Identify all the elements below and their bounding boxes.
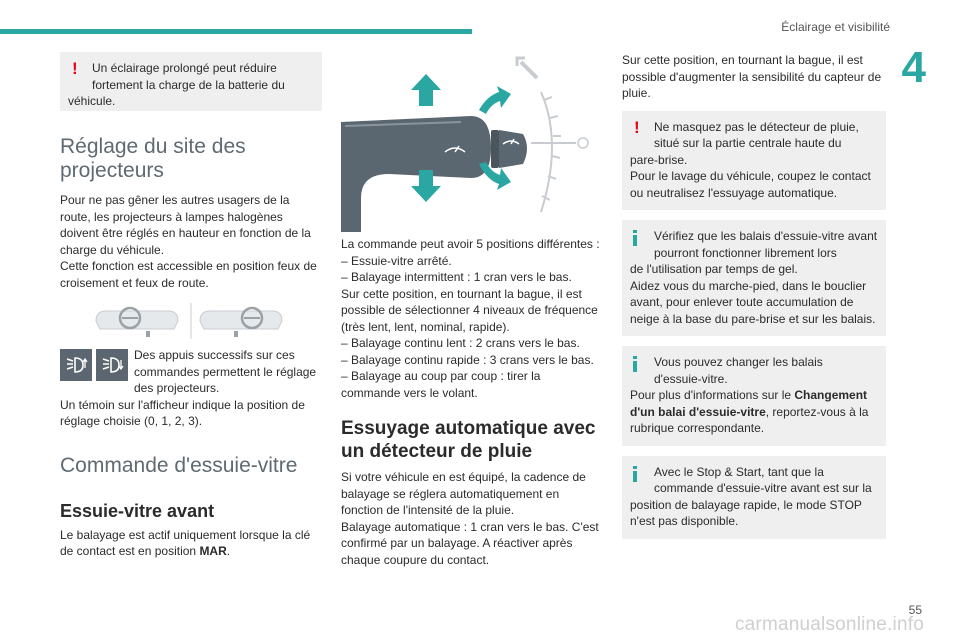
chapter-number: 4 xyxy=(901,43,926,92)
paragraph-projecteurs-2: Cette fonction est accessible en position feux de croisement et feux de route. xyxy=(60,259,317,290)
info-box-changer-balais xyxy=(622,346,886,446)
info-marchepied-text: Aidez vous du marche-pied, dans le bouclier avant, pour enlever toute accumulation de neige à la base du pare-brise et sur les balais. xyxy=(630,278,876,326)
wiper-stalk-diagram xyxy=(341,52,603,232)
list-item-rapide: – Balayage continu rapide : 3 crans vers le bas. xyxy=(341,352,594,367)
heading-commande-essuie-vitre: Commande d'essuie-vitre xyxy=(60,453,298,477)
paragraph-projecteurs: Pour ne pas gêner les autres usagers de la route, les projecteurs à lampes halogènes doivent être réglés en hauteur en fonction de la charge du véhicule. xyxy=(60,193,311,257)
header-accent-bar xyxy=(0,29,472,34)
column-left xyxy=(60,52,322,560)
headlight-down-icon xyxy=(96,349,128,381)
warning-text-rest: véhicule. xyxy=(68,94,116,108)
paragraph-temoin: Un témoin sur l'afficheur indique la position de réglage choisie (0, 1, 2, 3). xyxy=(60,397,305,428)
info-box-stop-start xyxy=(622,456,886,539)
warning-icon: ! xyxy=(72,59,78,78)
info-box-balais xyxy=(622,220,886,336)
warning-lavage-text: Pour le lavage du véhicule, coupez le contact ou neutralisez l'essuyage automatique. xyxy=(630,169,871,200)
headlight-adjust-illustration xyxy=(60,301,322,341)
info-stop-rest: position de balayage rapide, le mode STOP n'est pas disponible. xyxy=(630,497,862,528)
paragraph-appuis: Des appuis successifs sur ces commandes permettent le réglage des projecteurs. xyxy=(134,348,317,395)
paragraph-balayage: Le balayage est actif uniquement lorsque la clé de contact est en position MAR. xyxy=(60,527,311,558)
list-item-arret: – Essuie-vitre arrêté. xyxy=(341,253,452,268)
warning-text: Un éclairage prolongé peut réduire fortement la charge de la batterie du xyxy=(92,61,285,92)
watermark: carmanualsonline.info xyxy=(734,614,924,635)
headlight-buttons xyxy=(60,349,128,381)
info-icon xyxy=(633,466,637,482)
warning-box-eclairage xyxy=(60,52,322,111)
appuis-block xyxy=(60,347,322,397)
info-icon xyxy=(633,356,637,372)
list-item-coup: – Balayage au coup par coup : tirer la commande vers le volant. xyxy=(341,369,541,400)
list-item-lent: – Balayage continu lent : 2 crans vers le bas. xyxy=(341,336,580,350)
info-stop-text: Avec le Stop & Start, tant que la commande d'essuie-vitre avant est sur la xyxy=(654,464,872,495)
headlight-up-icon xyxy=(60,349,92,381)
wiper-stalk-illustration xyxy=(341,52,603,232)
info-changer-text: Vous pouvez changer les balais xyxy=(654,355,823,369)
paragraph-bague: Sur cette position, en tournant la bague, il est possible d'augmenter la sensibilité du capteur de pluie. xyxy=(622,53,882,100)
warning-box-detecteur xyxy=(622,111,886,211)
column-middle xyxy=(341,52,603,568)
info-plus-text: Pour plus d'informations sur le Changement d'un balai d'essuie-vitre, reportez-vous à la rubrique correspondante. xyxy=(630,388,869,435)
heading-essuyage-automatique: Essuyage automatique avec un détecteur de pluie xyxy=(341,418,596,462)
page-number: 55 xyxy=(908,603,922,617)
info-balais-text: Vérifiez que les balais d'essuie-vitre avant pourront fonctionner librement lors xyxy=(654,229,878,260)
heading-reglage-projecteurs: Réglage du site des projecteurs xyxy=(60,135,246,182)
list-item-intermittent: – Balayage intermittent : 1 cran vers le bas. xyxy=(341,270,572,284)
info-changer-rest: d'essuie-vitre. xyxy=(654,371,728,386)
warning-detecteur-text: Ne masquez pas le détecteur de pluie, situé sur la partie centrale haute du xyxy=(654,119,859,150)
info-icon xyxy=(633,230,637,246)
paragraph-balayage-automatique: Balayage automatique : 1 cran vers le bas. C'est confirmé par un balayage. A réactiver après chaque coupure du contact. xyxy=(341,519,599,567)
paragraph-cadence: Si votre véhicule en est équipé, la cadence de balayage se réglera automatiquement en fonction de l'intensité de la pluie. xyxy=(341,470,586,517)
header-title: Éclairage et visibilité xyxy=(781,20,890,34)
info-balais-rest: de l'utilisation par temps de gel. xyxy=(630,262,798,276)
paragraph-frequence: Sur cette position, en tournant la bague, il est possible de sélectionner 4 niveaux de fréquence (très lent, lent, nominal, rapide). xyxy=(341,286,598,334)
paragraph-positions: La commande peut avoir 5 positions différentes : xyxy=(341,237,600,251)
warning-detecteur-rest: pare-brise. xyxy=(630,152,688,167)
dashboard-illustration xyxy=(60,301,322,341)
warning-icon: ! xyxy=(634,117,640,137)
heading-essuie-vitre-avant: Essuie-vitre avant xyxy=(60,500,215,521)
column-right xyxy=(622,52,886,549)
